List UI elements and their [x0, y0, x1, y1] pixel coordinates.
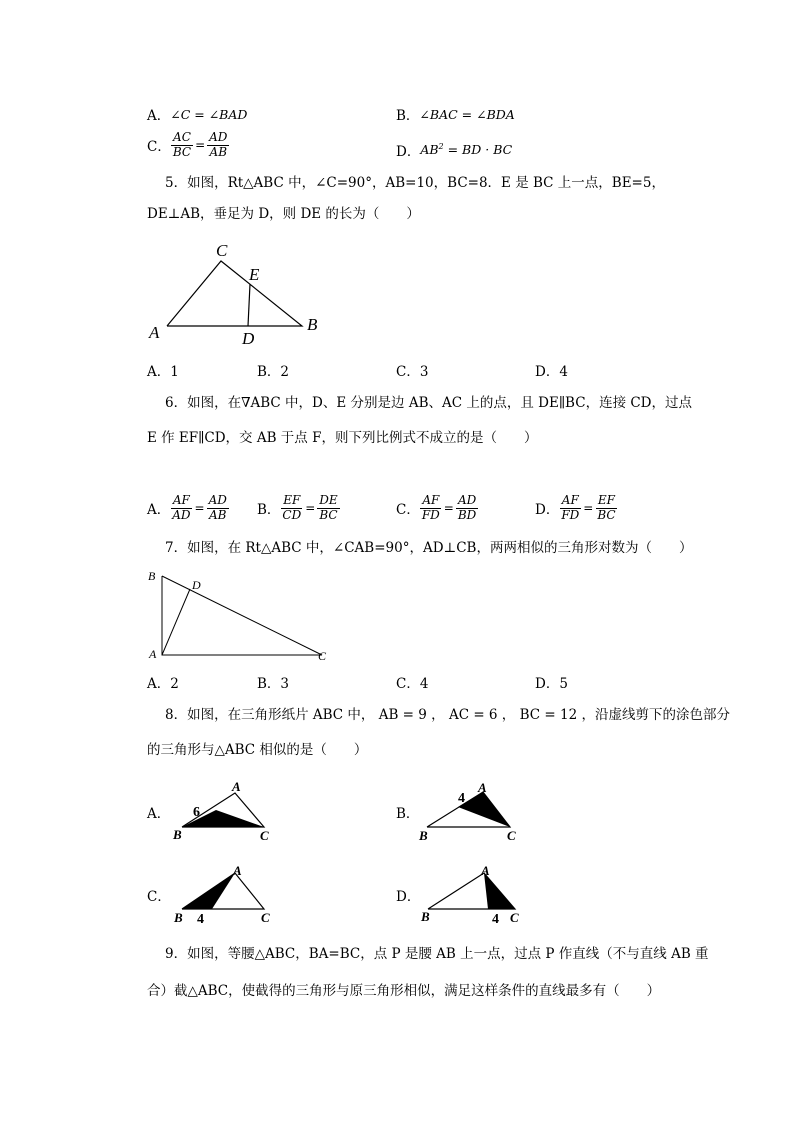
q6-stem-line2: E 作 EF∥CD，交 AB 于点 F，则下列比例式不成立的是（ ）: [147, 430, 538, 446]
q5-segment-de: [248, 284, 250, 326]
q6-option-d: D． $\frac{AF}{FD}$ = $\frac{EF}{BC}$: [535, 493, 616, 522]
svg-text:4: 4: [492, 912, 499, 927]
svg-text:A: A: [232, 779, 241, 794]
q8-option-d-label: D．: [396, 889, 421, 905]
q5-triangle: [167, 261, 302, 326]
q8-stem-line1: 8．如图，在三角形纸片 ABC 中， AB = 9 ， AC = 6 ， BC = 12 ，沿虚线剪下的涂色部分: [165, 707, 730, 723]
q7-figure: [140, 568, 340, 663]
q7-label-d: D: [192, 578, 201, 592]
svg-text:B: B: [419, 828, 428, 843]
svg-text:C: C: [260, 828, 269, 843]
q9-stem-line2: 合）截△ABC，使截得的三角形与原三角形相似，满足这样条件的直线最多有（ ）: [147, 983, 661, 999]
q8-option-d-figure: [418, 862, 538, 927]
svg-text:C: C: [261, 910, 270, 925]
q7-segment-ad: [162, 589, 190, 655]
svg-text:A: A: [478, 780, 487, 795]
q5-label-b: B: [307, 315, 318, 334]
q8-stem-line2: 的三角形与△ABC 相似的是（ ）: [147, 742, 368, 758]
q4-option-a: A． ∠C = ∠BAD: [147, 106, 248, 124]
q8-option-c-label: C．: [147, 889, 171, 905]
svg-text:4: 4: [197, 912, 204, 927]
q5-figure: [140, 238, 340, 348]
q7-triangle: [162, 576, 322, 655]
q8-option-b-label: B．: [396, 806, 420, 822]
fraction: $\frac{AC}{BC}$: [172, 130, 192, 159]
q6-option-b: B． $\frac{EF}{CD}$ = $\frac{DE}{BC}$: [257, 493, 338, 522]
q8-b-shaded: [458, 792, 510, 827]
q8-option-b-figure: [418, 780, 528, 843]
svg-text:6: 6: [193, 805, 200, 820]
q5-option-a: A．1: [147, 364, 179, 380]
q7-option-c: C．4: [396, 676, 429, 692]
q7-option-a: A．2: [147, 676, 179, 692]
q4-option-d: D． $AB^2$ = BD · BC: [396, 142, 513, 160]
q7-option-d: D．5: [535, 676, 568, 692]
q7-stem-line1: 7．如图，在 Rt△ABC 中，∠CAB=90°，AD⊥CB，两两相似的三角形对数为（ ）: [165, 540, 693, 556]
q5-label-d: D: [242, 329, 255, 348]
q5-option-d: D．4: [535, 364, 568, 380]
svg-text:B: B: [174, 910, 183, 925]
q7-label-b: B: [148, 569, 156, 583]
q5-label-a: A: [149, 323, 160, 342]
fraction: $\frac{AD}{AB}$: [209, 130, 228, 159]
q6-stem-line1: 6．如图，在∇ABC 中，D、E 分别是边 AB、AC 上的点，且 DE∥BC，连接 CD，过点: [165, 395, 693, 411]
q6-option-c: C． $\frac{AF}{FD}$ = $\frac{AD}{BD}$: [396, 493, 477, 522]
q5-stem-line2: DE⊥AB，垂足为 D，则 DE 的长为（ ）: [147, 206, 420, 222]
q8-option-a-label: A．: [147, 806, 171, 822]
svg-text:B: B: [173, 827, 182, 842]
q7-label-a: A: [149, 647, 157, 661]
q5-option-c: C．3: [396, 364, 429, 380]
q5-stem-line1: 5．如图，Rt△ABC 中，∠C=90°，AB=10，BC=8．E 是 BC 上一点，BE=5，: [165, 175, 665, 191]
q4-option-b: B． ∠BAC = ∠BDA: [396, 106, 515, 124]
q5-label-e: E: [249, 265, 260, 284]
svg-text:C: C: [510, 910, 519, 925]
q5-label-c: C: [216, 241, 228, 260]
svg-text:B: B: [421, 909, 430, 924]
svg-text:A: A: [481, 863, 490, 878]
q6-option-a: A． $\frac{AF}{AD}$ = $\frac{AD}{AB}$: [147, 493, 227, 522]
q9-stem-line1: 9．如图，等腰△ABC，BA=BC，点 P 是腰 AB 上一点，过点 P 作直线（不与直线 AB 重: [165, 946, 709, 962]
q5-option-b: B．2: [257, 364, 290, 380]
q7-label-c: C: [318, 649, 327, 663]
q8-option-c-figure: [172, 862, 282, 927]
q4-option-c: C． $\frac{AC}{BC}$ = $\frac{AD}{AB}$: [147, 130, 228, 159]
q8-option-a-figure: [172, 779, 282, 843]
svg-text:4: 4: [458, 791, 465, 806]
svg-text:C: C: [507, 828, 516, 843]
svg-text:A: A: [233, 863, 242, 878]
q7-option-b: B．3: [257, 676, 290, 692]
